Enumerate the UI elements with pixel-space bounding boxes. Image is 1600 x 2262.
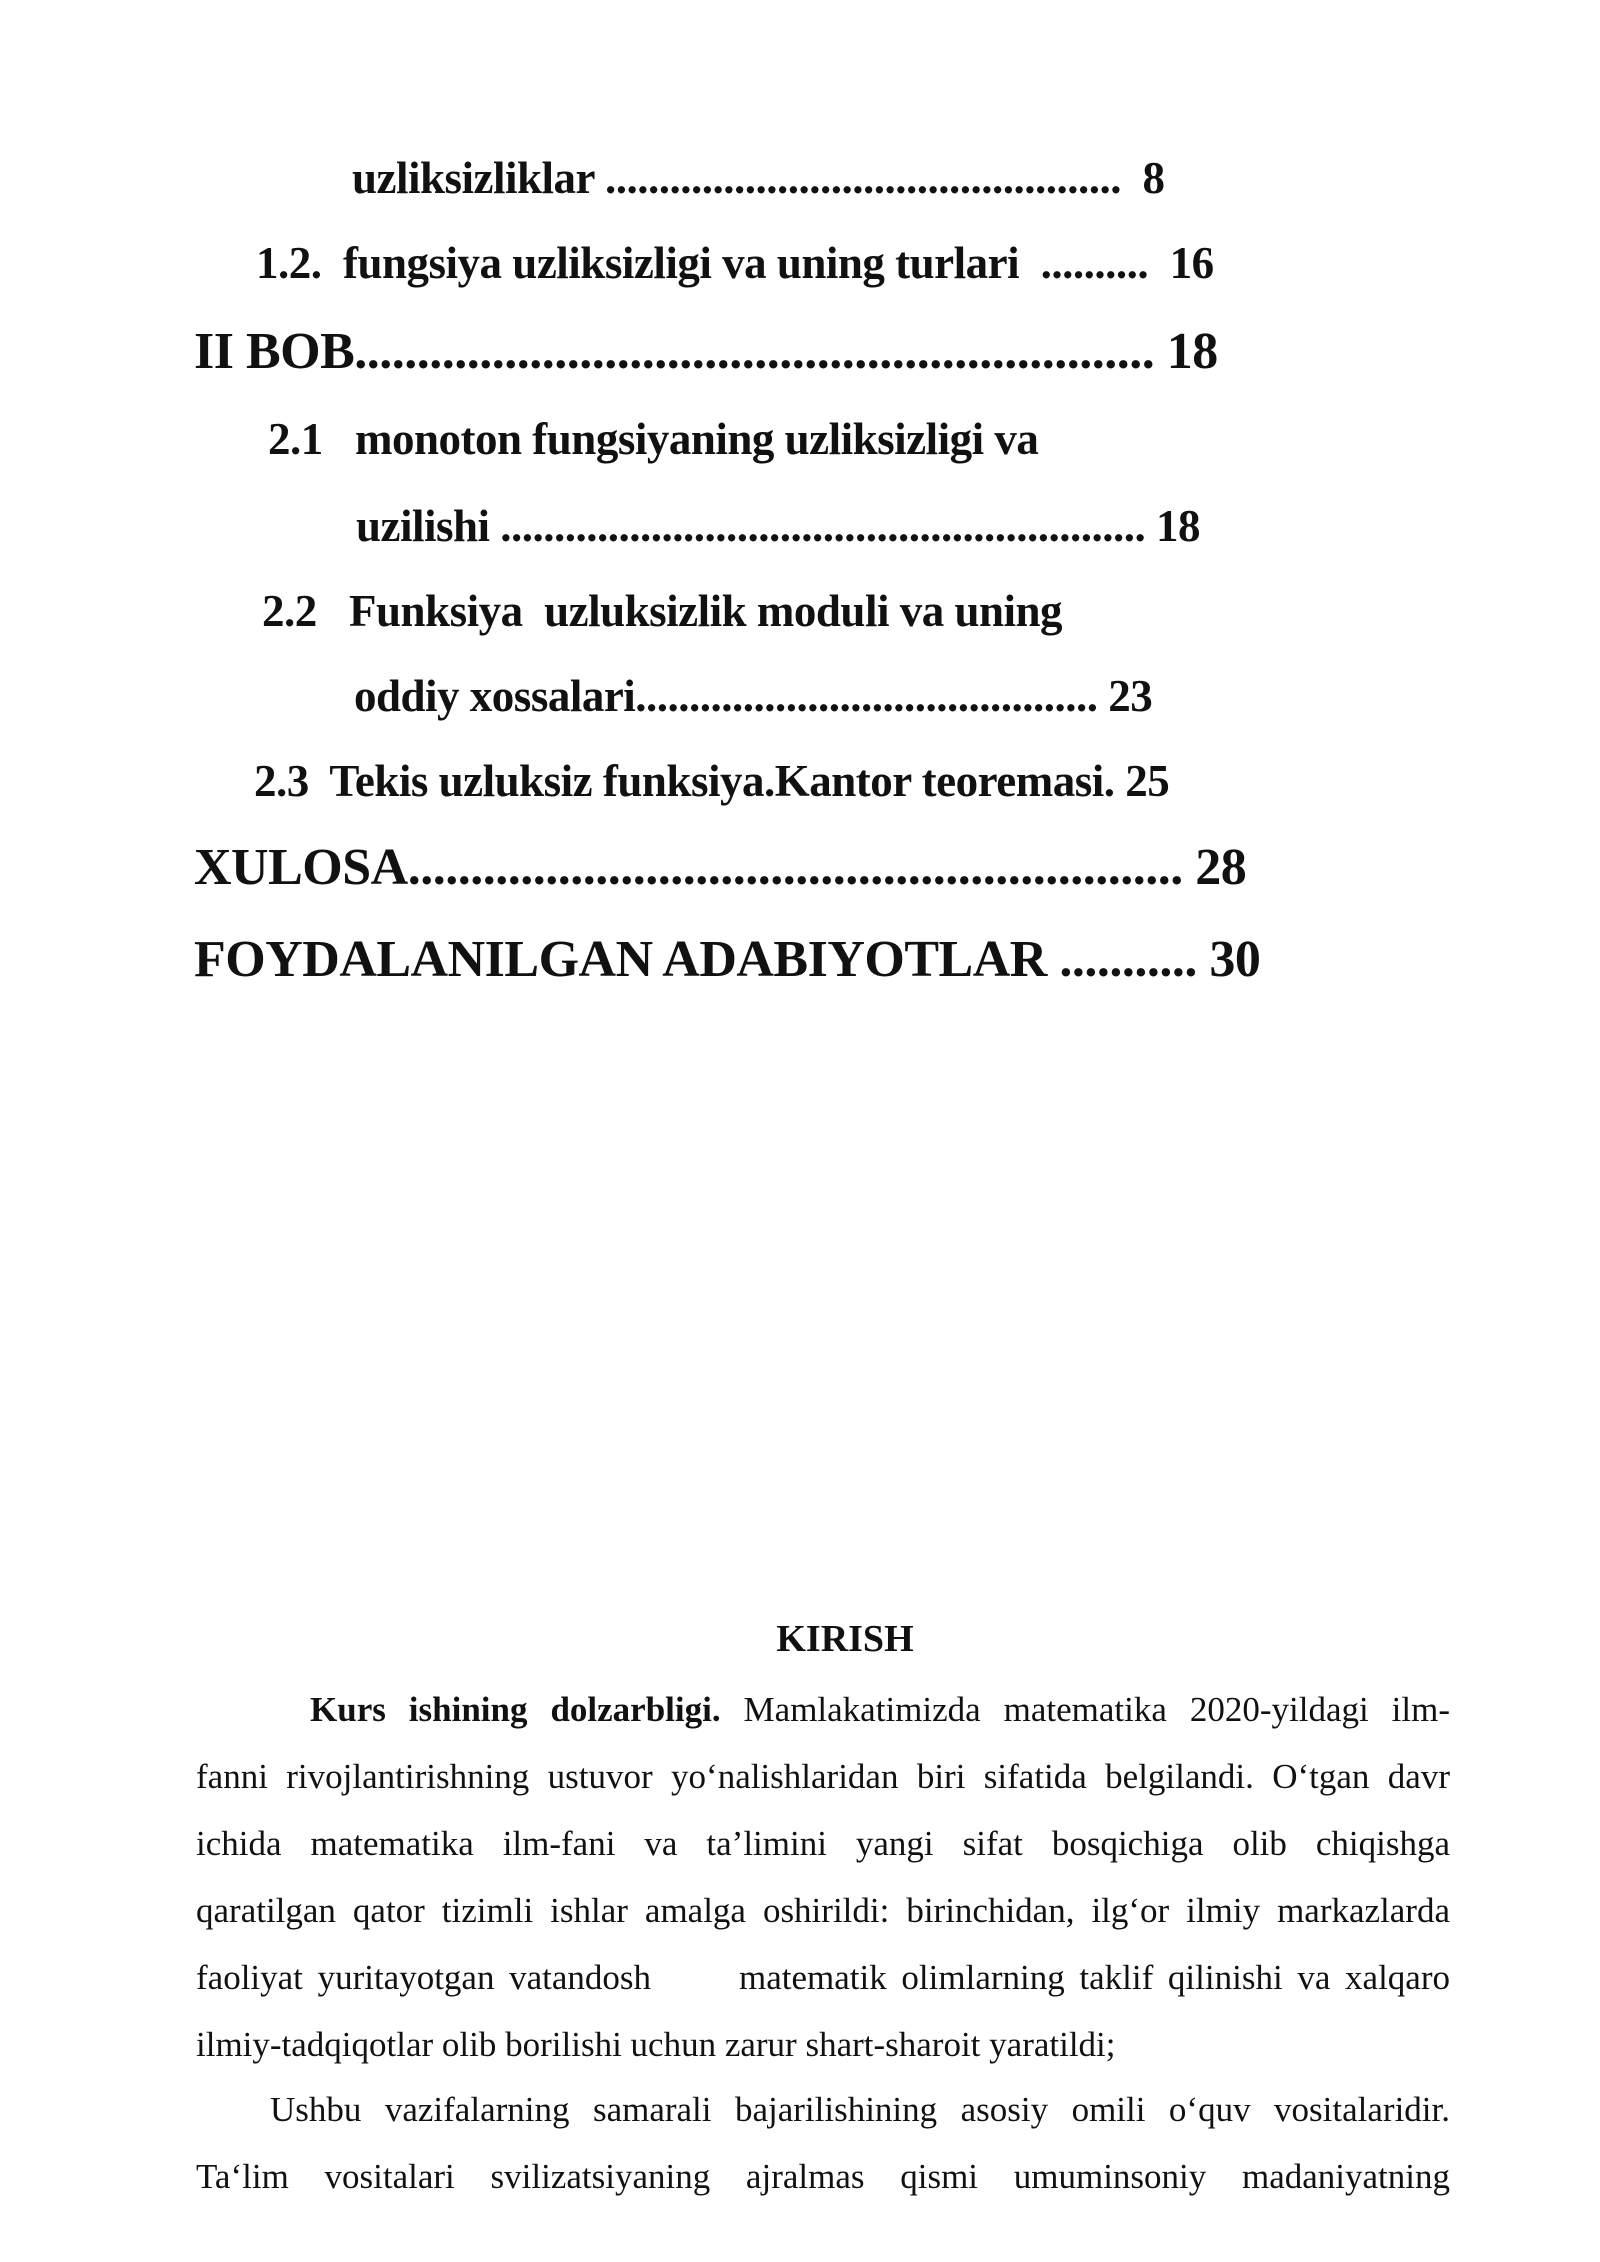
paragraph-line-text: Mamlakatimizda matematika 2020-yildagi ilm- bbox=[720, 1690, 1450, 1729]
paragraph-line: qaratilgan qator tizimli ishlar amalga oshirildi: birinchidan, ilg‘or ilmiy markazlarda bbox=[196, 1891, 1450, 1930]
intro-paragraph-1 bbox=[196, 1676, 1450, 2078]
toc-entry: 1.2. fungsiya uzliksizligi va uning turlari .......... 16 bbox=[256, 238, 1214, 288]
paragraph-line: Ta‘lim vositalari svilizatsiyaning ajralmas qismi umuminsoniy madaniyatning bbox=[196, 2157, 1450, 2196]
paragraph-line: Ushbu vazifalarning samarali bajarilishining asosiy omili o‘quv vositalaridir. bbox=[270, 2090, 1450, 2129]
paragraph-line: ilmiy-tadqiqotlar olib borilishi uchun zarur shart-sharoit yaratildi; bbox=[196, 2025, 1116, 2064]
section-title: KIRISH bbox=[776, 1618, 914, 1660]
intro-paragraph-2 bbox=[196, 2076, 1450, 2210]
toc-entry: uzilishi ............................................................ 18 bbox=[356, 501, 1201, 551]
paragraph-line: faoliyat yuritayotgan vatandosh matematik olimlarning taklif qilinishi va xalqaro bbox=[196, 1958, 1450, 1997]
toc-entry: uzliksizliklar ................................................ 8 bbox=[352, 153, 1165, 203]
toc-references: FOYDALANILGAN ADABIYOTLAR ........... 30 bbox=[194, 931, 1261, 988]
toc-entry: 2.3 Tekis uzluksiz funksiya.Kantor teoremasi. 25 bbox=[254, 756, 1170, 806]
paragraph-line: fanni rivojlantirishning ustuvor yo‘nalishlaridan biri sifatida belgilandi. O‘tgan davr bbox=[196, 1757, 1450, 1796]
toc-chapter: II BOB................................................................ 18 bbox=[194, 323, 1218, 380]
paragraph-line: ichida matematika ilm-fani va ta’limini yangi sifat bosqichiga olib chiqishga bbox=[196, 1824, 1450, 1863]
toc-entry: oddiy xossalari........................................... 23 bbox=[354, 671, 1153, 721]
paragraph-lead: Kurs ishining dolzarbligi. bbox=[310, 1690, 721, 1729]
toc-entry: 2.2 Funksiya uzluksizlik moduli va uning bbox=[262, 586, 1063, 636]
paragraph-line bbox=[196, 1676, 1450, 1743]
toc-conclusion: XULOSA.............................................................. 28 bbox=[194, 839, 1247, 896]
toc-entry: 2.1 monoton fungsiyaning uzliksizligi va bbox=[268, 414, 1039, 464]
